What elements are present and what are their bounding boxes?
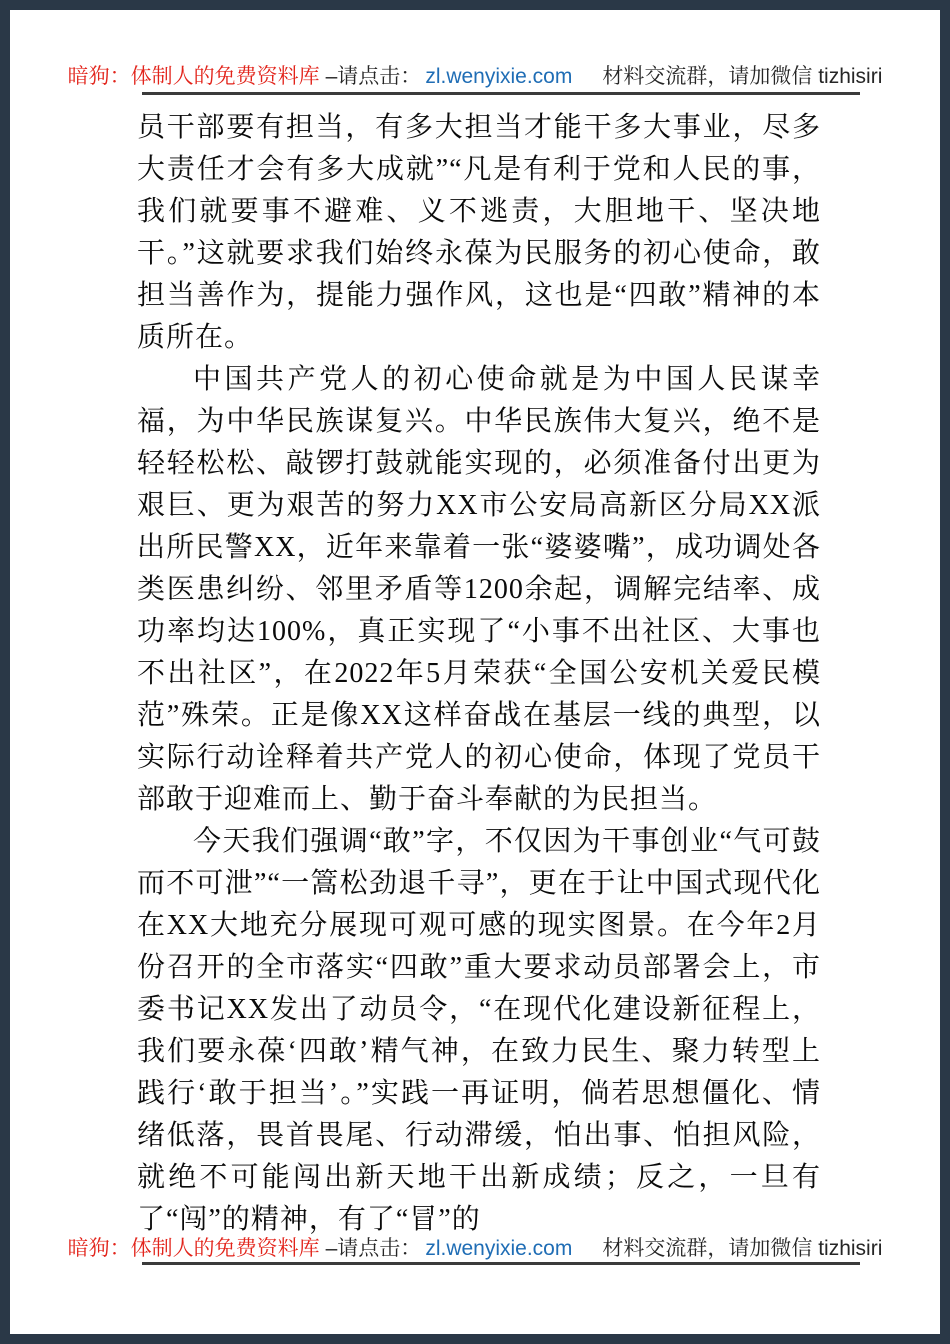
paragraph-2: 中国共产党人的初心使命就是为中国人民谋幸福，为中华民族谋复兴。中华民族伟大复兴，绝不是轻轻松松、敲锣打鼓就能实现的，必须准备付出更为艰巨、更为艰苦的努力XX市公安局高新区分局XX派出所民警XX，近年来靠着一张“婆婆嘴”，成功调处各类医患纠纷、邻里矛盾等1200余起，调解完结率、成功率均达100%，真正实现了“小事不出社区、大事也不出社区”，在2022年5月荣获“全国公安机关爱民模范”殊荣。正是像XX这样奋战在基层一线的典型，以实际行动诠释着共产党人的初心使命，体现了党员干部敢于迎难而上、勤于奋斗奉献的为民担当。 [137,364,821,815]
footer-divider-line [142,1262,860,1265]
header-click-prompt: –请点击： [325,65,422,88]
footer-site-link[interactable]: zl.wenyixie.com [425,1237,573,1260]
header-banner [0,64,950,90]
paragraph-3: 今天我们强调“敢”字，不仅因为干事创业“气可鼓而不可泄”“一篙松劲退千寻”，更在于让中国式现代化在XX大地充分展现可观可感的现实图景。在今年2月份召开的全市落实“四敢”重大要求动员部署会上，市委书记XX发出了动员令，“在现代化建设新征程上，我们要永葆‘四敢’精气神，在致力民生、聚力转型上践行‘敢于担当’。”实践一再证明，倘若思想僵化、情绪低落，畏首畏尾、行动滞缓，怕出事、怕担风险，就绝不可能闯出新天地干出新成绩；反之，一旦有了“闯”的精神，有了“冒”的 [137,826,821,1235]
header-divider-line [142,92,860,95]
document-body [137,107,821,1241]
header-brand-text: 暗狗：体制人的免费资料库 [67,65,320,88]
header-site-link[interactable]: zl.wenyixie.com [425,65,573,88]
footer-banner [0,1236,950,1262]
footer-click-prompt: –请点击： [325,1237,422,1260]
footer-brand-text: 暗狗：体制人的免费资料库 [67,1237,320,1260]
footer-wechat-note: 材料交流群，请加微信 tizhisiri [602,1237,883,1260]
header-wechat-note: 材料交流群，请加微信 tizhisiri [602,65,883,88]
paragraph-1: 员干部要有担当，有多大担当才能干多大事业，尽多大责任才会有多大成就”“凡是有利于党和人民的事，我们就要事不避难、义不逃责，大胆地干、坚决地干。”这就要求我们始终永葆为民服务的初心使命，敢担当善作为，提能力强作风，这也是“四敢”精神的本质所在。 [137,112,821,353]
